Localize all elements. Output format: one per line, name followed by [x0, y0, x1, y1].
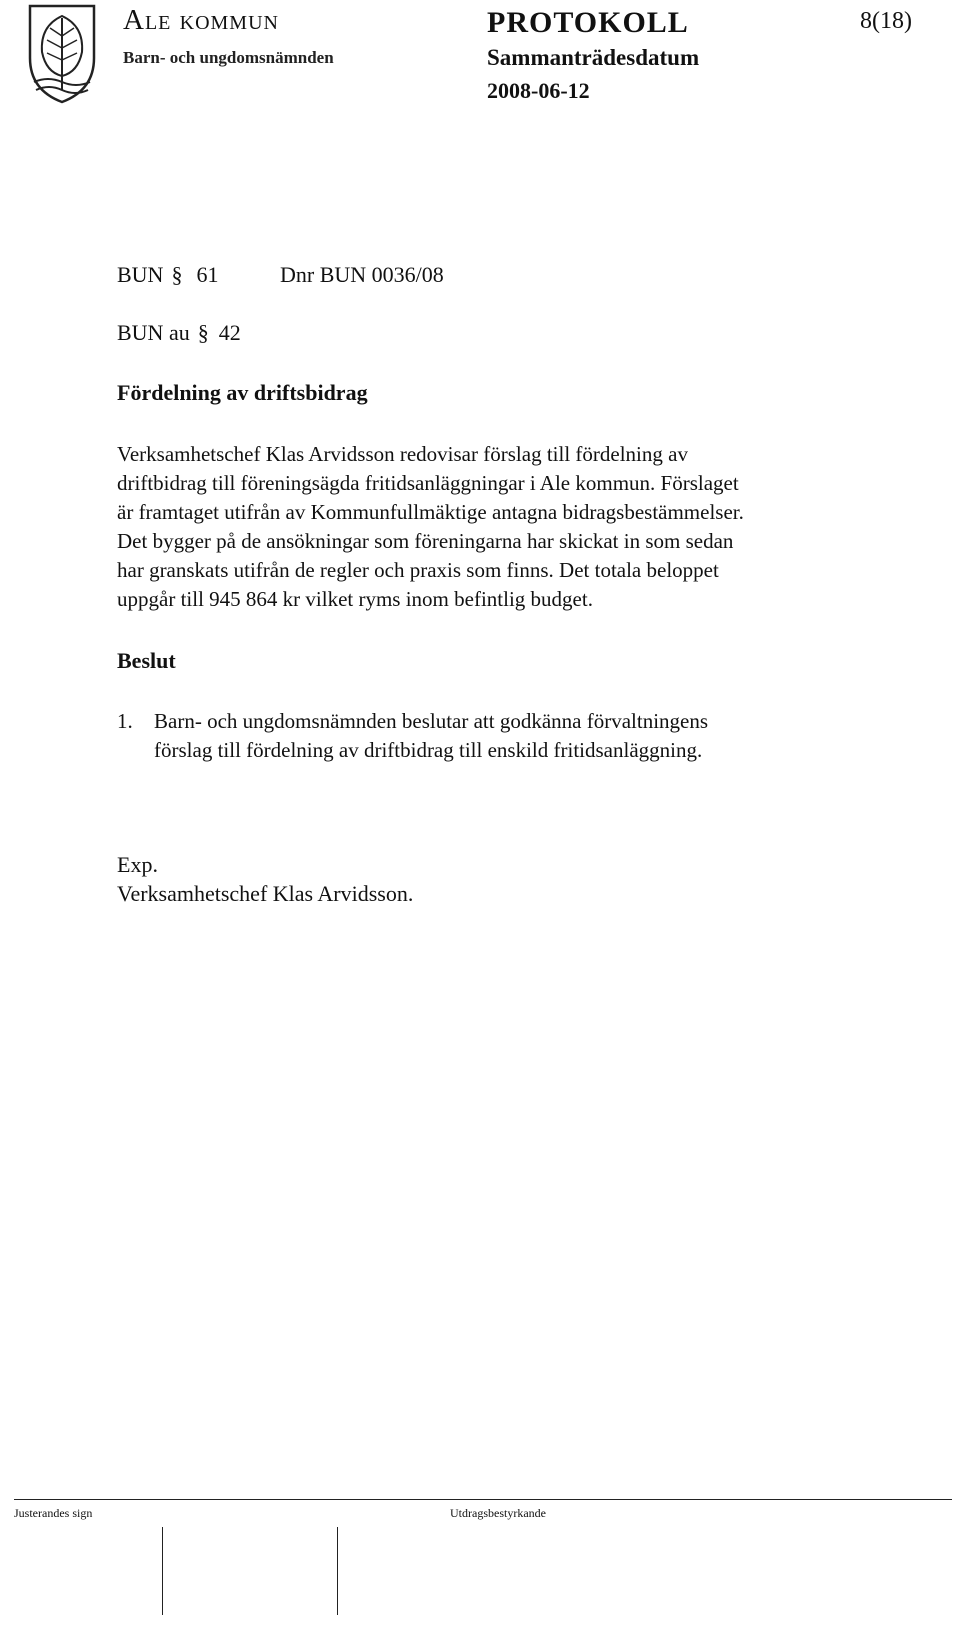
paragraph-sign: §	[171, 262, 183, 287]
description-line: Det bygger på de ansökningar som föreningarna har skickat in som sedan	[117, 529, 734, 553]
decision-line: förslag till fördelning av driftbidrag till enskild fritidsanläggning.	[154, 738, 703, 762]
document-type: PROTOKOLL	[487, 6, 689, 39]
footer-divider	[14, 1499, 952, 1500]
diary-number: Dnr BUN 0036/08	[280, 262, 444, 287]
decision-heading: Beslut	[117, 648, 176, 673]
organization-name: Ale kommun	[123, 4, 279, 36]
au-paragraph-number: 42	[218, 320, 241, 345]
au-ref-body: BUN au	[117, 320, 190, 345]
board-name: Barn- och ungdomsnämnden	[123, 48, 334, 67]
distribution-recipient: Verksamhetschef Klas Arvidsson.	[117, 881, 414, 906]
signature-label: Justerandes sign	[14, 1506, 93, 1520]
paragraph-number: 61	[196, 262, 219, 287]
signature-box-divider	[162, 1527, 163, 1615]
decision-item-text	[154, 707, 708, 765]
description-line: Verksamhetschef Klas Arvidsson redovisar förslag till fördelning av	[117, 442, 688, 466]
description-line: har granskats utifrån de regler och praxis som finns. Det totala beloppet	[117, 558, 719, 582]
paragraph-reference	[117, 262, 218, 288]
decision-item-number: 1.	[117, 709, 133, 733]
page-number: 8(18)	[860, 8, 912, 34]
au-paragraph-sign: §	[197, 320, 209, 345]
description-line: uppgår till 945 864 kr vilket ryms inom befintlig budget.	[117, 587, 593, 611]
decision-line: Barn- och ungdomsnämnden beslutar att godkänna förvaltningens	[154, 709, 709, 733]
ale-kommun-coat-of-arms-icon	[22, 2, 102, 106]
signature-box-divider	[337, 1527, 338, 1615]
distribution-label: Exp.	[117, 852, 158, 877]
case-title: Fördelning av driftsbidrag	[117, 380, 368, 405]
meeting-date-label: Sammanträdesdatum	[487, 45, 700, 70]
extract-certification-label: Utdragsbestyrkande	[450, 1506, 546, 1520]
au-paragraph-reference	[117, 320, 241, 346]
case-description	[117, 440, 917, 614]
description-line: är framtaget utifrån av Kommunfullmäktige antagna bidragsbestämmelser.	[117, 500, 744, 524]
paragraph-ref-body: BUN	[117, 262, 164, 287]
description-line: driftbidrag till föreningsägda fritidsanläggningar i Ale kommun. Förslaget	[117, 471, 739, 495]
meeting-date: 2008-06-12	[487, 78, 590, 103]
